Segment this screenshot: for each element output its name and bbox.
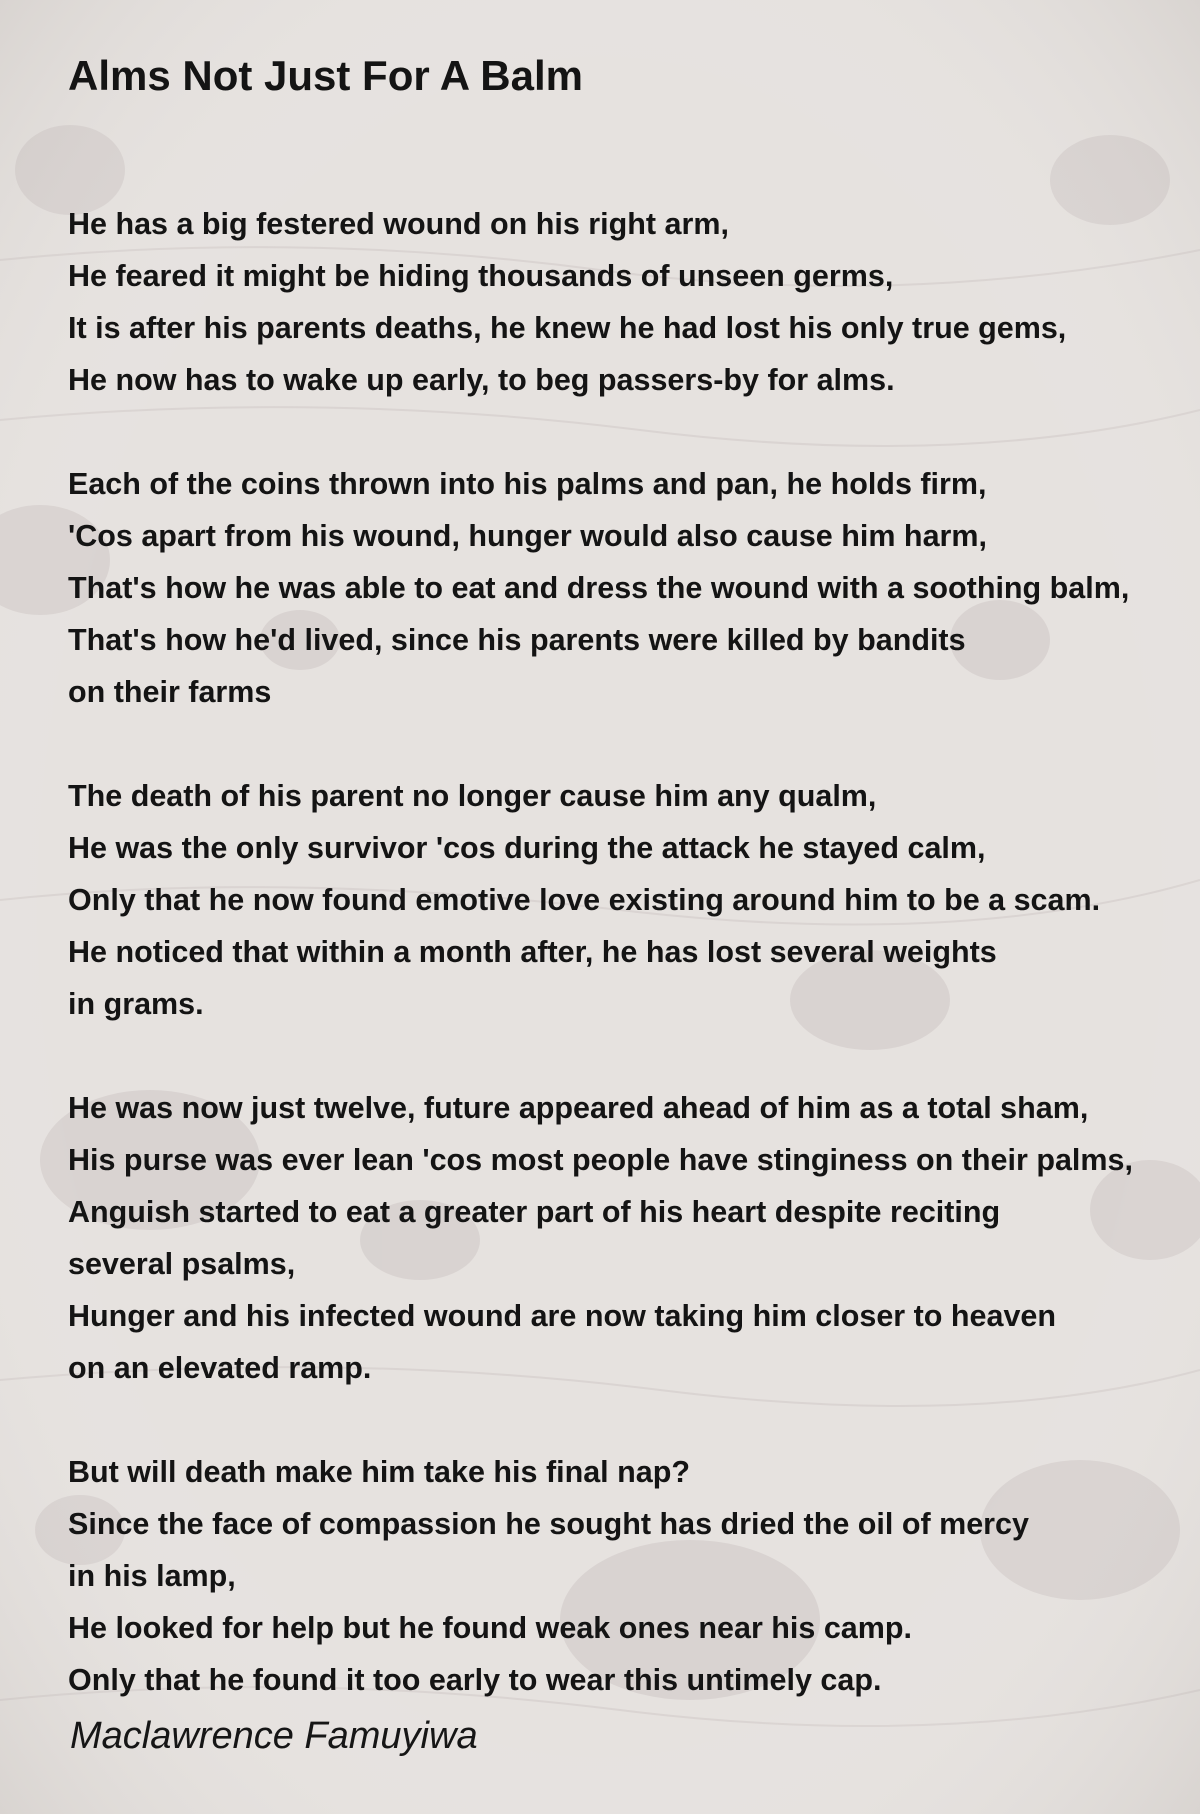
poem-line: in his lamp, xyxy=(68,1559,236,1593)
poem-line: Hunger and his infected wound are now taking him closer to heaven xyxy=(68,1299,1057,1333)
poem-line: That's how he'd lived, since his parents were killed by bandits xyxy=(68,623,966,657)
poem-line: He was now just twelve, future appeared ahead of him as a total sham, xyxy=(68,1091,1089,1125)
poem-line: His purse was ever lean 'cos most people have stinginess on their palms, xyxy=(68,1143,1133,1177)
poem-line: That's how he was able to eat and dress the wound with a soothing balm, xyxy=(68,571,1130,605)
poem-line: He was the only survivor 'cos during the attack he stayed calm, xyxy=(68,831,986,865)
poem-line: Anguish started to eat a greater part of his heart despite reciting xyxy=(68,1195,1001,1229)
poem-line: in grams. xyxy=(68,987,204,1021)
poem-line: But will death make him take his final nap? xyxy=(68,1455,690,1489)
poem-line: He feared it might be hiding thousands of unseen germs, xyxy=(68,259,894,293)
poem-line: Only that he found it too early to wear this untimely cap. xyxy=(68,1663,882,1697)
poem-author: Maclawrence Famuyiwa xyxy=(70,1715,478,1757)
stanza xyxy=(68,1082,1200,1394)
poem-line: Only that he now found emotive love existing around him to be a scam. xyxy=(68,883,1101,917)
stanza xyxy=(68,1446,1200,1706)
poem-line: several psalms, xyxy=(68,1247,296,1281)
poem-line: He looked for help but he found weak ones near his camp. xyxy=(68,1611,912,1645)
poem-title: Alms Not Just For A Balm xyxy=(68,52,583,99)
poem-line: He noticed that within a month after, he has lost several weights xyxy=(68,935,997,969)
poem-line: Each of the coins thrown into his palms and pan, he holds firm, xyxy=(68,467,987,501)
poem-line: on an elevated ramp. xyxy=(68,1351,372,1385)
poem-line: Since the face of compassion he sought has dried the oil of mercy xyxy=(68,1507,1029,1541)
stanza xyxy=(68,770,1200,1030)
poem-body xyxy=(68,198,1200,1706)
poem-container xyxy=(68,50,1200,1758)
poem-line: on their farms xyxy=(68,675,272,709)
poem-line: He has a big festered wound on his right arm, xyxy=(68,207,729,241)
poem-line: It is after his parents deaths, he knew he had lost his only true gems, xyxy=(68,311,1067,345)
stanza xyxy=(68,198,1200,406)
stanza xyxy=(68,458,1200,718)
poem-line: 'Cos apart from his wound, hunger would also cause him harm, xyxy=(68,519,987,553)
poem-line: The death of his parent no longer cause him any qualm, xyxy=(68,779,877,813)
poem-line: He now has to wake up early, to beg passers-by for alms. xyxy=(68,363,895,397)
